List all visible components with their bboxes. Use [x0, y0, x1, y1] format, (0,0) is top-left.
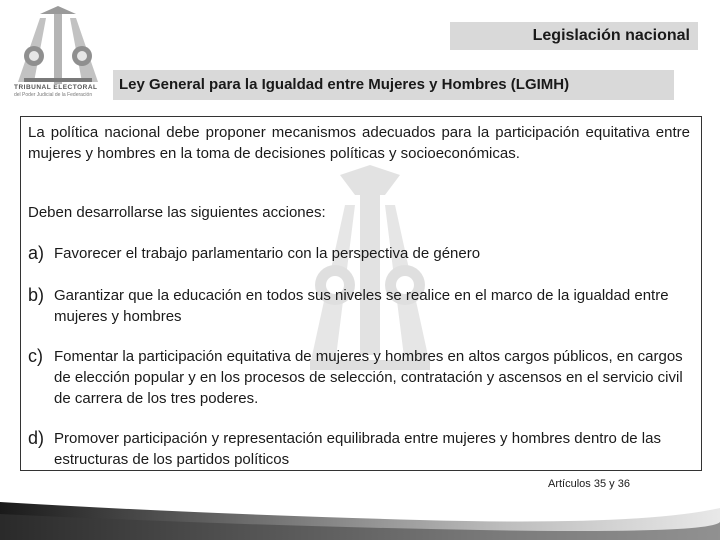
action-letter: c): [28, 346, 43, 366]
action-text: Fomentar la participación equitativa de mujeres y hombres en altos cargos públicos, en cargos de elección popular y en los procesos de selección, contratación y ascensos en el servicio civil de carrera de los tres poderes.: [54, 348, 683, 407]
action-letter: d): [28, 428, 45, 448]
action-item-a: [28, 243, 693, 264]
footer-decoration: [0, 490, 720, 540]
action-item-b: [28, 285, 693, 327]
citation: Artículos 35 y 36: [548, 478, 630, 490]
section-title: Legislación nacional: [450, 22, 698, 50]
action-text: Garantizar que la educación en todos sus niveles se realice en el marco de la igualdad entre mujeres y hombres: [54, 287, 669, 325]
watermark-emblem: [300, 165, 440, 375]
action-text: Promover participación y representación equilibrada entre mujeres y hombres dentro de las estructuras de los partidos políticos: [54, 430, 661, 468]
law-title: Ley General para la Igualdad entre Mujeres y Hombres (LGIMH): [113, 70, 674, 100]
action-text: Favorecer el trabajo parlamentario con la perspectiva de género: [54, 245, 481, 262]
action-item-d: [28, 428, 693, 470]
action-letter: b): [28, 285, 45, 305]
actions-intro: Deben desarrollarse las siguientes acciones:: [28, 204, 326, 221]
logo-subtitle: del Poder Judicial de la Federación: [14, 92, 93, 98]
intro-paragraph: La política nacional debe proponer mecanismos adecuados para la participación equitativa entre mujeres y hombres en la toma de decisiones políticas y socioeconómicas.: [28, 124, 690, 162]
logo-name: TRIBUNAL ELECTORAL: [14, 84, 98, 91]
action-item-c: [28, 346, 693, 409]
action-letter: a): [28, 243, 45, 263]
